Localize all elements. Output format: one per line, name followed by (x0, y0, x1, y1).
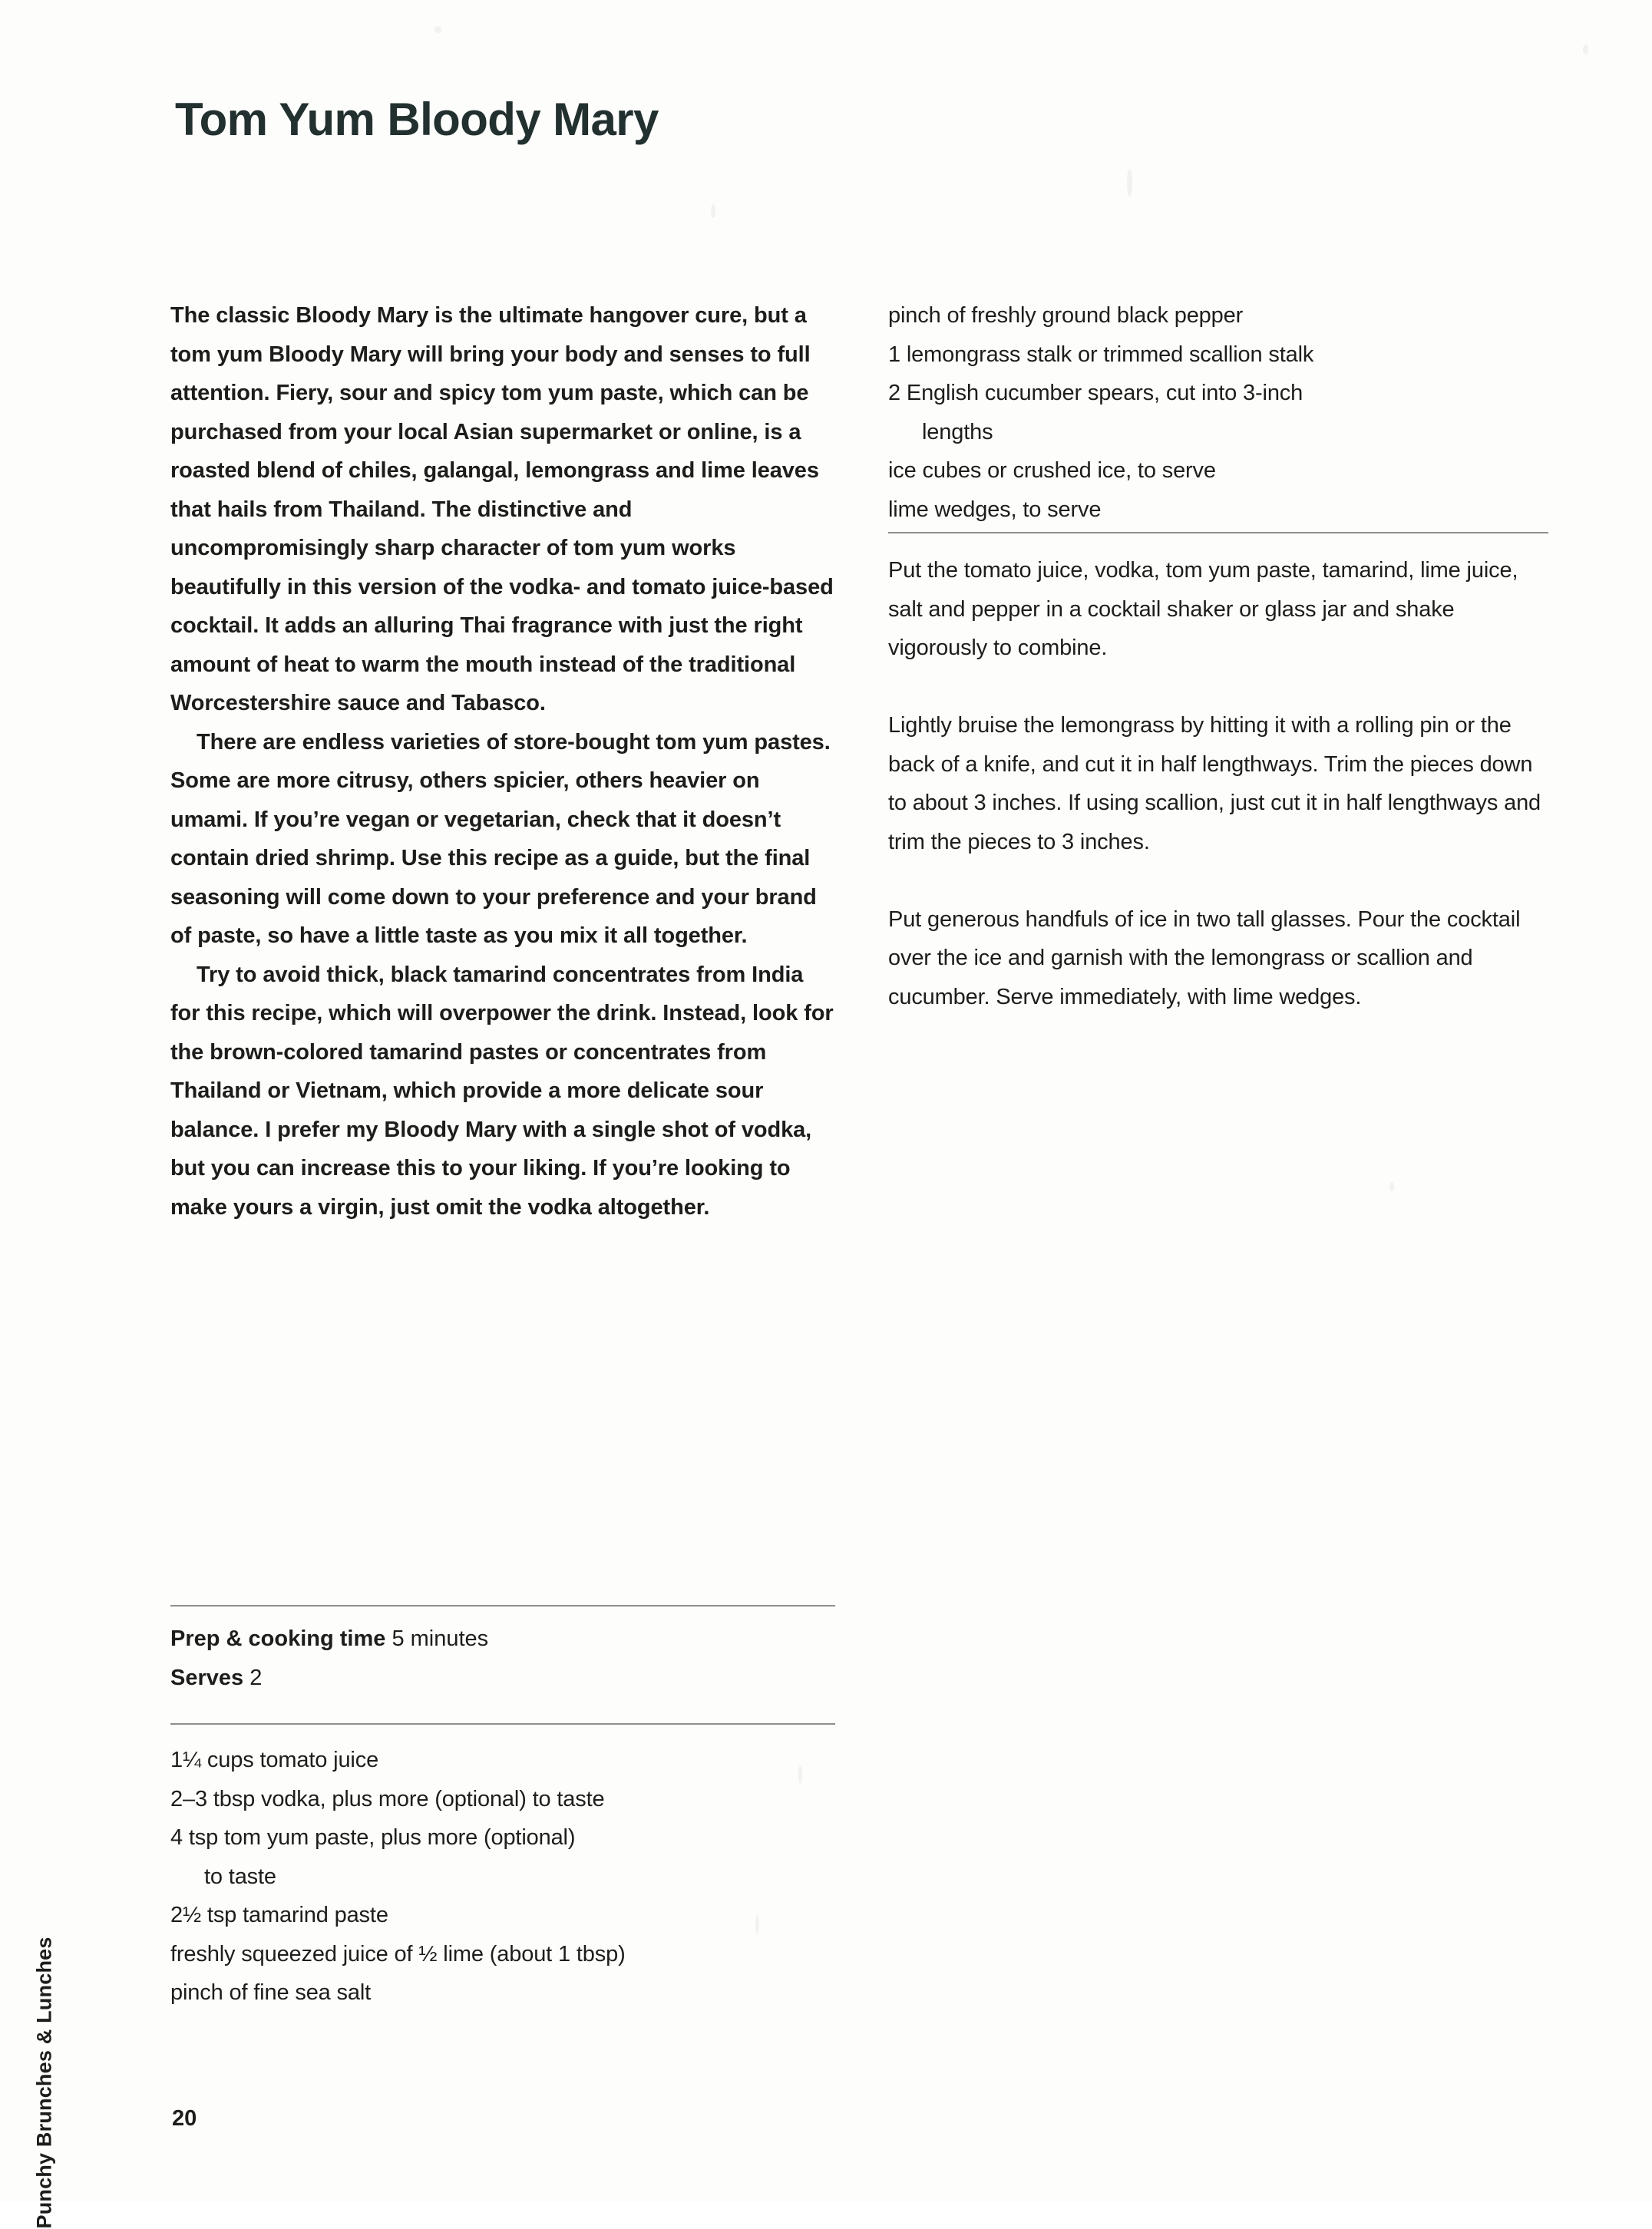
ingredient-item: 2½ tsp tamarind paste (170, 1903, 388, 1927)
method-steps (888, 551, 1548, 1016)
page-number: 20 (172, 2106, 197, 2131)
intro-paragraph: There are endless varieties of store-bought tom yum pastes. Some are more citrusy, others spicier, others heavier on umami. If you’re vegan or vegetarian, check that it doesn’t contain dried shrimp. Use this recipe as a guide, but the final seasoning will come down to your preference and your brand of paste, so have a little taste as you mix it all together. (170, 729, 831, 948)
ingredient-item: 1 lemongrass stalk or trimmed scallion stalk (888, 342, 1314, 367)
intro-paragraph: The classic Bloody Mary is the ultimate hangover cure, but a tom yum Bloody Mary will bring your body and senses to full attention. Fiery, sour and spicy tom yum paste, which can be purchased from your local Asian supermarket or online, is a roasted blend of chiles, galangal, lemongrass and lime leaves that hails from Thailand. The distinctive and uncompromisingly sharp character of tom yum works beautifully in this version of the vodka- and tomato juice-based cocktail. It adds an alluring Thai fragrance with just the right amount of heat to warm the mouth instead of the traditional Worcestershire sauce and Tabasco. (170, 303, 834, 715)
prep-time-label: Prep & cooking time (170, 1626, 386, 1651)
method-step: Put the tomato juice, vodka, tom yum paste, tamarind, lime juice, salt and pepper in a cocktail shaker or glass jar and shake vigorously to combine. (888, 558, 1518, 660)
ingredient-item: 4 tsp tom yum paste, plus more (optional) (170, 1825, 576, 1850)
scan-speck (1583, 45, 1588, 54)
prep-time-value: 5 minutes (392, 1626, 489, 1651)
scan-speck (711, 204, 715, 218)
method-step: Lightly bruise the lemongrass by hitting it with a rolling pin or the back of a knife, and cut it in half lengthways. Trim the pieces down to about 3 inches. If using scallion, just cut it in half lengthways and trim the pieces to 3 inches. (888, 713, 1541, 854)
recipe-meta (170, 1620, 835, 1697)
ingredient-item-continuation: to taste (204, 1864, 276, 1889)
page-title: Tom Yum Bloody Mary (175, 94, 659, 146)
ingredient-item: freshly squeezed juice of ½ lime (about 1 tbsp) (170, 1941, 626, 1966)
ingredient-item: 1¼ cups tomato juice (170, 1748, 379, 1772)
divider-above-method (888, 532, 1548, 533)
serves-value: 2 (249, 1665, 263, 1690)
serves-row (170, 1659, 835, 1698)
prep-time-row (170, 1620, 835, 1659)
ingredient-item: pinch of freshly ground black pepper (888, 303, 1244, 328)
divider-above-meta (170, 1605, 835, 1607)
ingredient-item-continuation: lengths (922, 419, 993, 444)
divider-above-ingredients (170, 1723, 835, 1725)
ingredient-item: 2 English cucumber spears, cut into 3-inch (888, 381, 1303, 405)
running-head-chapter: Punchy Brunches & Lunches (32, 1937, 56, 2229)
serves-label: Serves (170, 1665, 244, 1690)
intro-paragraph: Try to avoid thick, black tamarind concentrates from India for this recipe, which will overpower the drink. Instead, look for the brown-colored tamarind pastes or concentrates from Thailand or Vietnam, which provide a more delicate sour balance. I prefer my Bloody Mary with a single shot of vodka, but you can increase this to your liking. If you’re looking to make yours a virgin, just omit the vodka altogether. (170, 962, 834, 1220)
ingredient-item: pinch of fine sea salt (170, 1980, 372, 2005)
ingredient-item: lime wedges, to serve (888, 497, 1102, 522)
intro-text (170, 296, 835, 1227)
left-column (170, 296, 835, 1227)
ingredient-item: 2–3 tbsp vodka, plus more (optional) to taste (170, 1786, 605, 1811)
ingredients-list-left (170, 1741, 846, 2013)
scan-speck (434, 26, 441, 33)
ingredient-item: ice cubes or crushed ice, to serve (888, 458, 1216, 483)
scan-speck (1127, 169, 1132, 196)
method-step: Put generous handfuls of ice in two tall glasses. Pour the cocktail over the ice and garnish with the lemongrass or scallion and cucumber. Serve immediately, with lime wedges. (888, 906, 1521, 1009)
ingredients-list-right (888, 296, 1579, 529)
scan-speck (1389, 1182, 1394, 1191)
